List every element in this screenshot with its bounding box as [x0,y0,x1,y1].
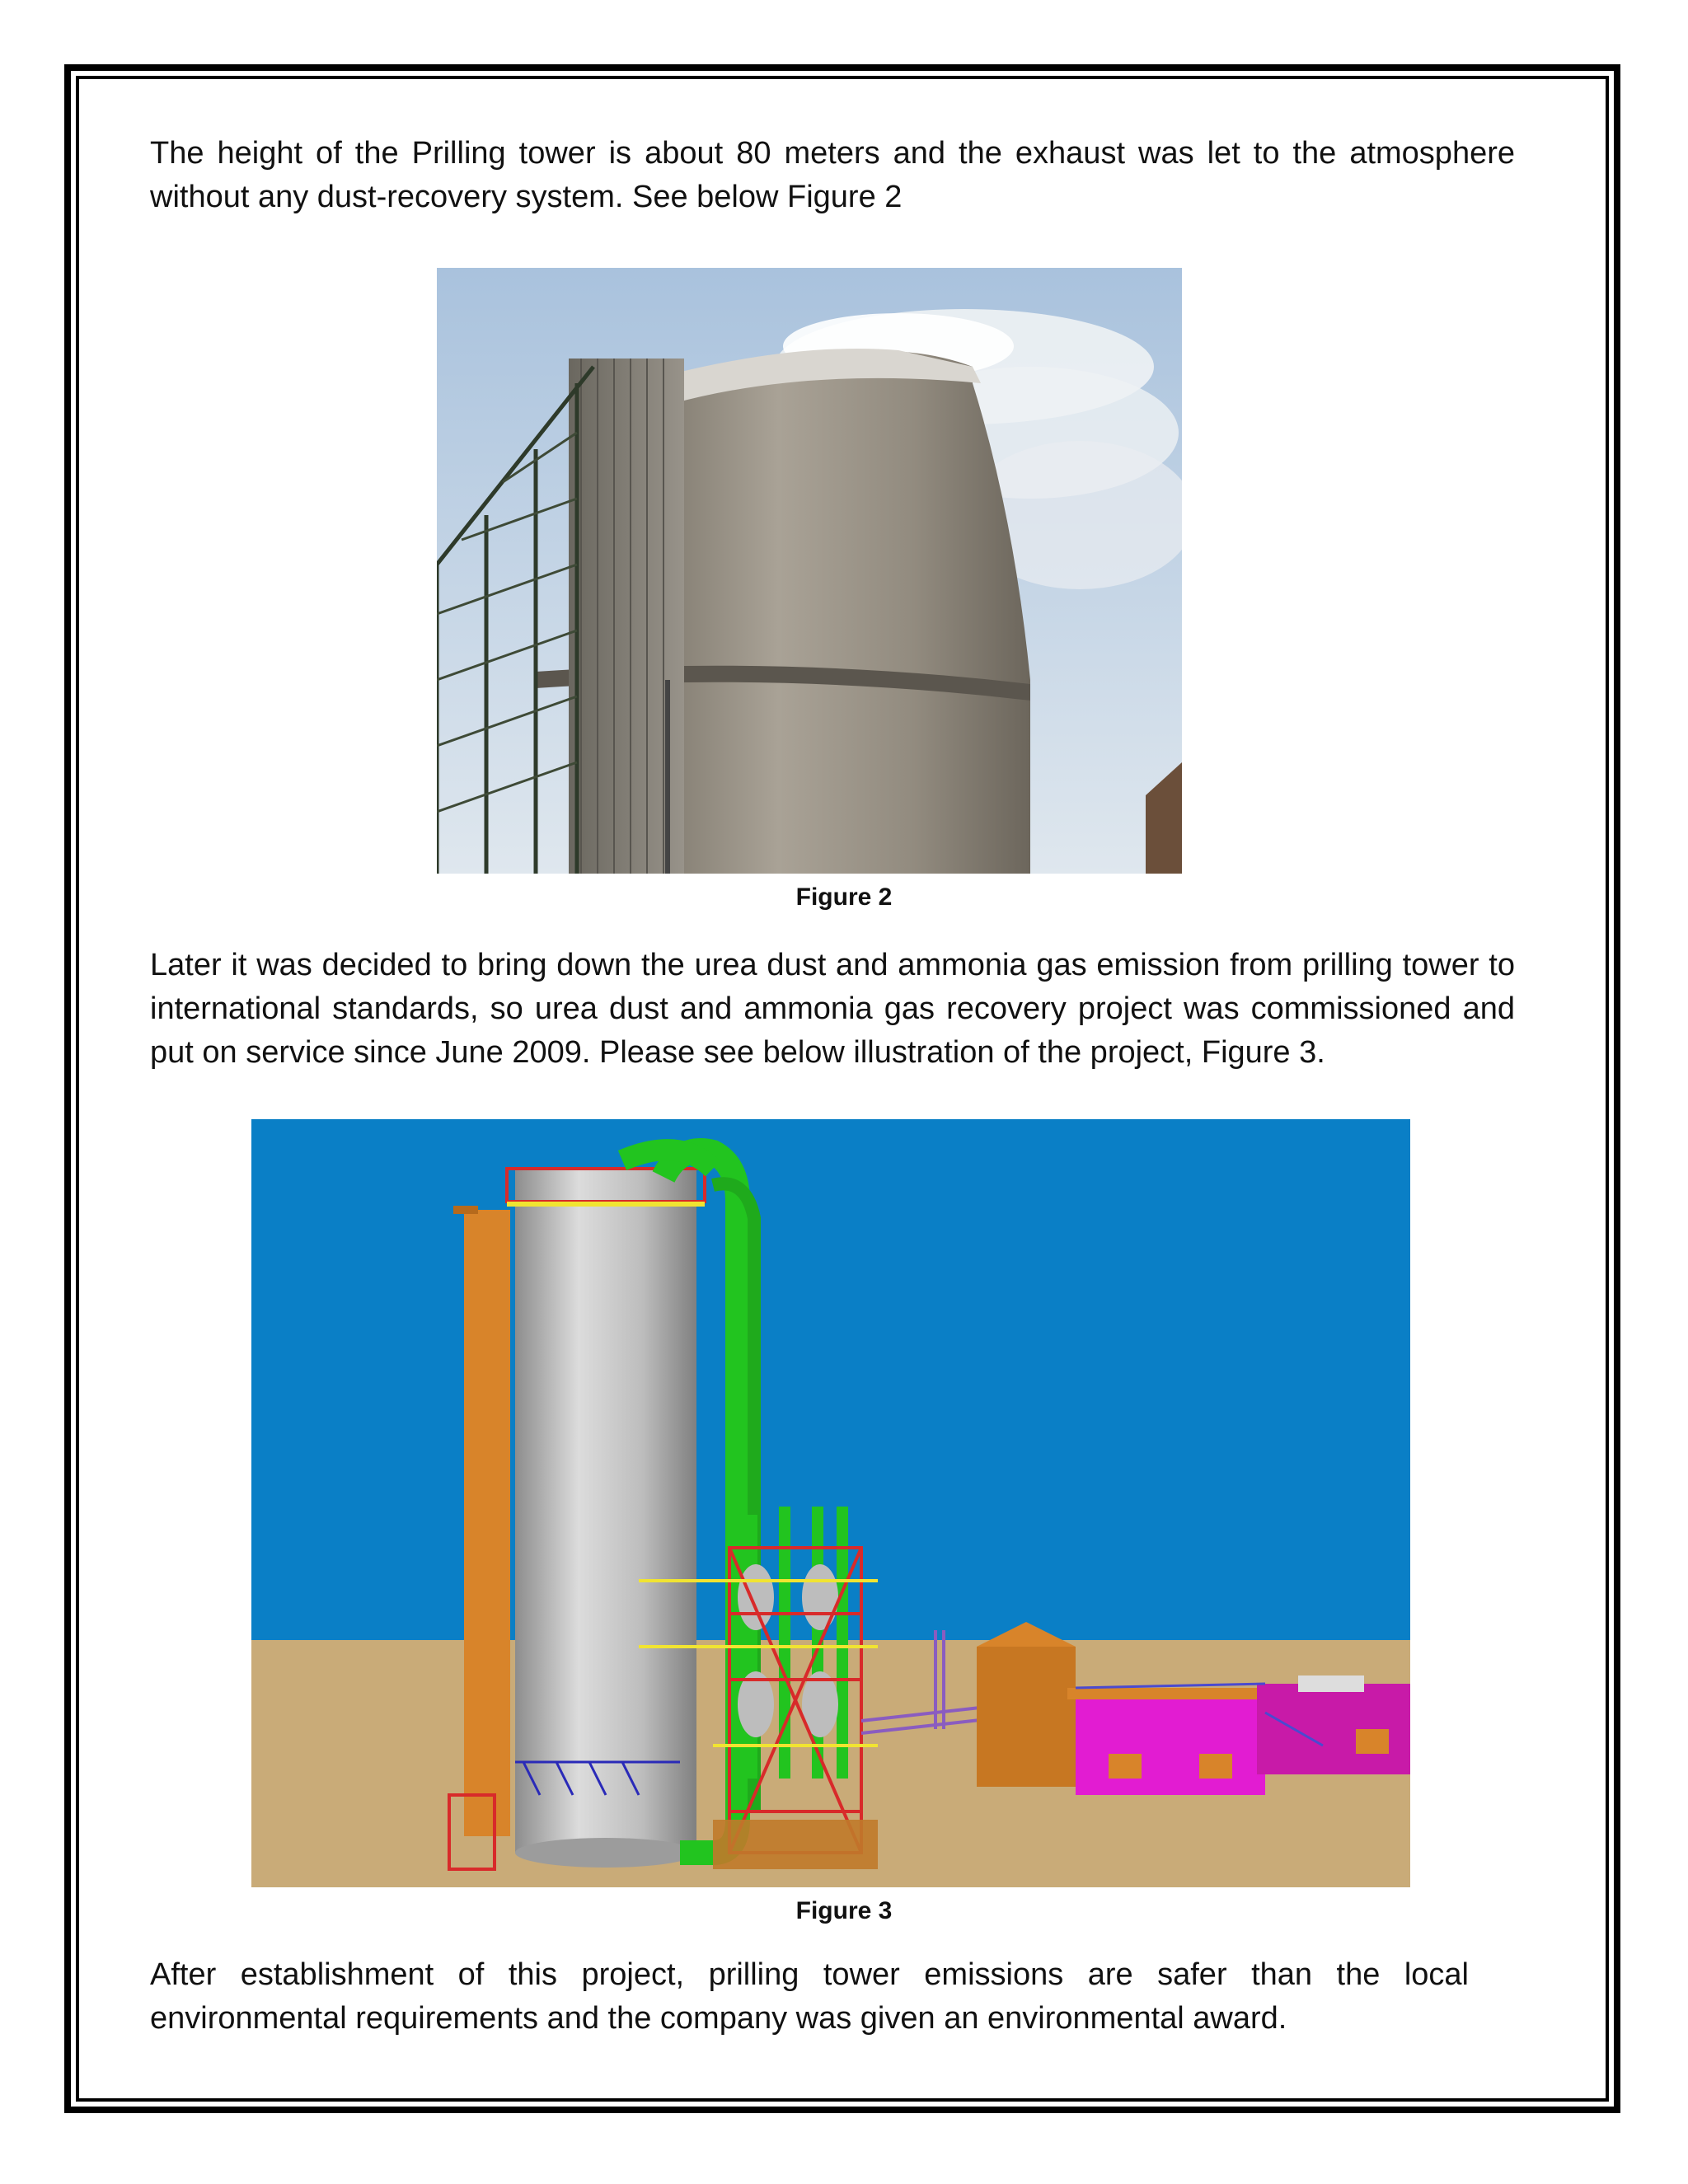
figure-2-caption: Figure 2 [795,883,893,911]
paragraph-conclusion: After establishment of this project, prilling tower emissions are safer than the local environmental requirements and the company was given an environmental award. [150,1957,1469,2036]
figure-3-recovery-project-render [251,1119,1410,1887]
paragraph-intro: The height of the Prilling tower is about 80 meters and the exhaust was let to the atmosphere without any dust-recovery system. See below Figure 2 [150,136,1515,214]
figure-3-caption: Figure 3 [795,1897,893,1924]
figure-2-prilling-tower-photo [437,268,1182,874]
paragraph-project: Later it was decided to bring down the urea dust and ammonia gas emission from prilling tower to international standards, so urea dust and ammonia gas recovery project was commissioned and put on service since June 2009. Please see below illustration of the project, Figure 3. [150,948,1515,1070]
